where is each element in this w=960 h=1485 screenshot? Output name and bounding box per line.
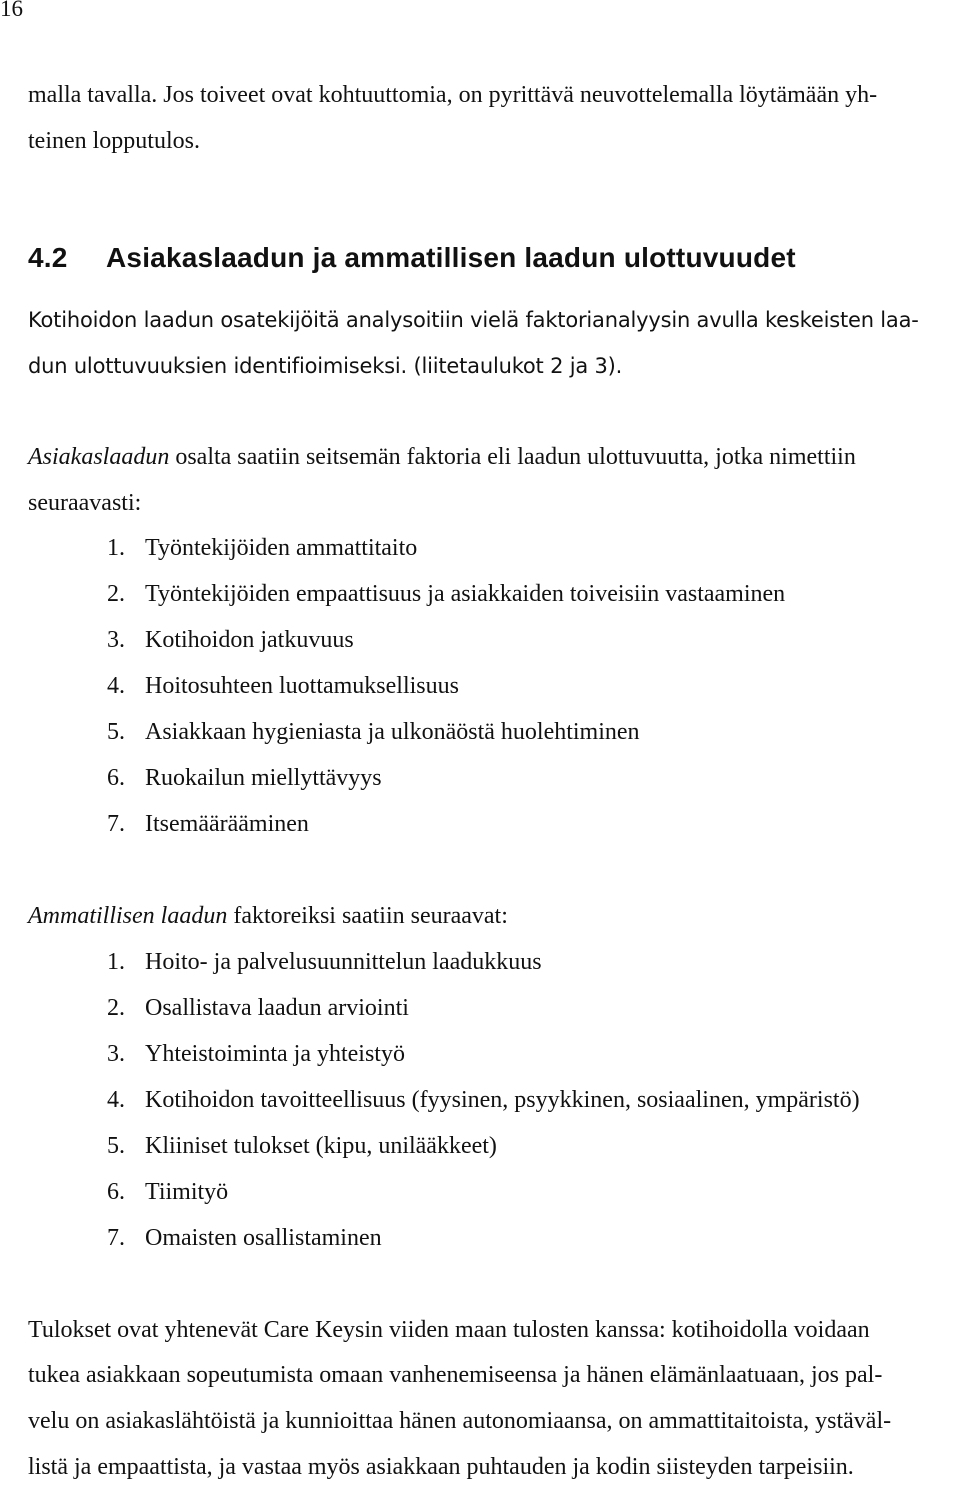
- client-quality-rest: osalta saatiin seitsemän faktoria eli laadun ulottuvuutta, jotka nimettiin: [169, 444, 856, 470]
- list-item-number: 2.: [107, 995, 125, 1021]
- client-quality-intro-line-2: seuraavasti:: [28, 490, 142, 516]
- conclusion-line-1: Tulokset ovat yhtenevät Care Keysin viiden maan tulosten kanssa: kotihoidolla voidaan: [28, 1317, 870, 1343]
- list-item-text: Kliiniset tulokset (kipu, unilääkkeet): [145, 1133, 497, 1159]
- list-item-text: Ruokailun miellyttävyys: [145, 765, 382, 791]
- list-item-text: Yhteistoiminta ja yhteistyö: [145, 1041, 405, 1067]
- list-item-number: 3.: [107, 1041, 125, 1067]
- conclusion-line-2: tukea asiakkaan sopeutumista omaan vanhenemiseensa ja hänen elämänlaatuaan, jos pal-: [28, 1362, 883, 1388]
- list-item-number: 1.: [107, 949, 125, 975]
- list-item: [107, 1041, 405, 1068]
- section-number: 4.2: [28, 242, 68, 273]
- list-item: [107, 1133, 497, 1160]
- list-item: [107, 673, 459, 700]
- list-item-number: 7.: [107, 1225, 125, 1251]
- section-heading: [28, 242, 796, 274]
- intro-line-2: teinen lopputulos.: [28, 128, 200, 154]
- list-item-text: Itsemäärääminen: [145, 811, 309, 837]
- list-item-number: 5.: [107, 1133, 125, 1159]
- professional-quality-rest: faktoreiksi saatiin seuraavat:: [227, 903, 508, 929]
- section-title: Asiakaslaadun ja ammatillisen laadun ulottuvuudet: [106, 242, 796, 273]
- list-item: [107, 995, 409, 1022]
- list-item: [107, 765, 382, 792]
- intro-line-1: malla tavalla. Jos toiveet ovat kohtuuttomia, on pyrittävä neuvottelemalla löytämään yh-: [28, 82, 878, 108]
- list-item-number: 6.: [107, 1179, 125, 1205]
- conclusion-line-3: velu on asiakaslähtöistä ja kunnioittaa hänen autonomiaansa, on ammattitaitoista, ystäväl-: [28, 1408, 892, 1434]
- list-item-number: 6.: [107, 765, 125, 791]
- list-item: [107, 1225, 382, 1252]
- list-item: [107, 581, 785, 608]
- client-quality-term: Asiakaslaadun: [28, 444, 170, 470]
- list-item: [107, 1179, 228, 1206]
- list-item-text: Asiakkaan hygieniasta ja ulkonäöstä huolehtiminen: [145, 719, 640, 745]
- professional-quality-intro: [28, 903, 508, 930]
- conclusion-line-4: listä ja empaattista, ja vastaa myös asiakkaan puhtauden ja kodin siisteyden tarpeisiin.: [28, 1454, 854, 1480]
- list-item-text: Työntekijöiden empaattisuus ja asiakkaiden toiveisiin vastaaminen: [145, 581, 786, 607]
- list-item-text: Hoito- ja palvelusuunnittelun laadukkuus: [145, 949, 542, 975]
- list-item-text: Hoitosuhteen luottamuksellisuus: [145, 673, 459, 699]
- list-item: [107, 627, 354, 654]
- list-item: [107, 949, 542, 976]
- list-item-text: Osallistava laadun arviointi: [145, 995, 409, 1021]
- list-item-number: 2.: [107, 581, 125, 607]
- list-item-text: Tiimityö: [145, 1179, 229, 1205]
- list-item-number: 1.: [107, 535, 125, 561]
- professional-quality-term: Ammatillisen laadun: [28, 903, 228, 929]
- list-item-number: 5.: [107, 719, 125, 745]
- section-intro-line-1: Kotihoidon laadun osatekijöitä analysoitiin vielä faktorianalyysin avulla keskeisten laa-: [28, 308, 919, 332]
- list-item: [107, 811, 309, 838]
- list-item-text: Omaisten osallistaminen: [145, 1225, 382, 1251]
- list-item-number: 7.: [107, 811, 125, 837]
- list-item: [107, 719, 640, 746]
- section-intro-line-2: dun ulottuvuuksien identifioimiseksi. (liitetaulukot 2 ja 3).: [28, 354, 623, 378]
- list-item-text: Kotihoidon tavoitteellisuus (fyysinen, psyykkinen, sosiaalinen, ympäristö): [145, 1087, 860, 1113]
- list-item-number: 3.: [107, 627, 125, 653]
- page-number: 16: [0, 0, 23, 21]
- list-item-text: Työntekijöiden ammattitaito: [145, 535, 418, 561]
- list-item-number: 4.: [107, 673, 125, 699]
- list-item-number: 4.: [107, 1087, 125, 1113]
- list-item: [107, 535, 417, 562]
- client-quality-intro: [28, 444, 856, 471]
- list-item: [107, 1087, 860, 1114]
- list-item-text: Kotihoidon jatkuvuus: [145, 627, 354, 653]
